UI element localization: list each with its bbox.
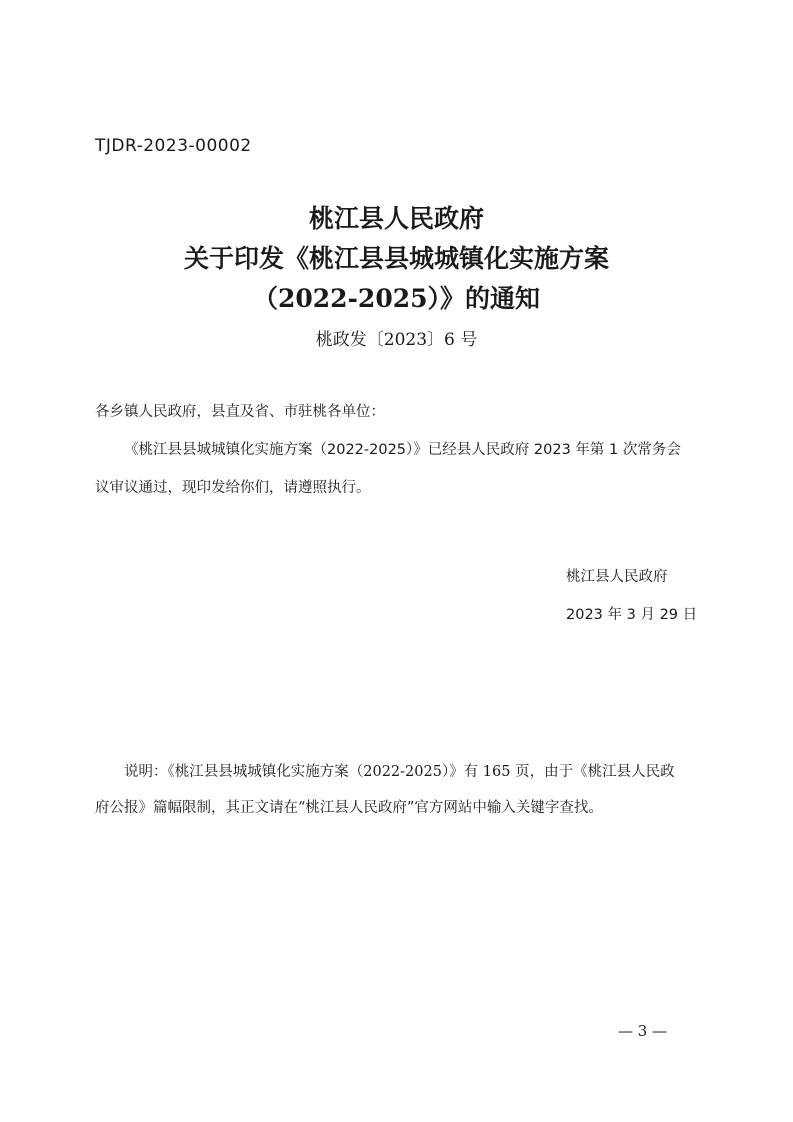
document-code: TJDR-2023-00002 — [95, 136, 252, 156]
body-line-1: 《桃江县县城城镇化实施方案（2022-2025）》已经县人民政府 2023 年第 1 次常务会 — [124, 442, 681, 458]
note-line-1: 说明：《桃江县县城城镇化实施方案（2022-2025）》有 165 页，由于《桃江县人民政 — [124, 764, 675, 780]
title-line-1: 桃江县人民政府 — [308, 204, 484, 233]
title-line-3: （2022-2025）》的通知 — [252, 284, 541, 313]
body-line-2: 议审议通过，现印发给你们，请遵照执行。 — [95, 480, 371, 496]
note-line-2: 府公报》篇幅限制，其正文请在“桃江县人民政府”官方网站中输入关键字查找。 — [95, 800, 603, 816]
page-number: — 3 — — [618, 1022, 668, 1040]
signature-organization: 桃江县人民政府 — [566, 569, 668, 585]
addressee: 各乡镇人民政府，县直及省、市驻桃各单位： — [95, 404, 385, 420]
signature-date: 2023 年 3 月 29 日 — [566, 607, 698, 623]
title-line-2: 关于印发《桃江县县城城镇化实施方案 — [183, 244, 609, 273]
document-number: 桃政发〔2023〕6 号 — [315, 330, 478, 350]
